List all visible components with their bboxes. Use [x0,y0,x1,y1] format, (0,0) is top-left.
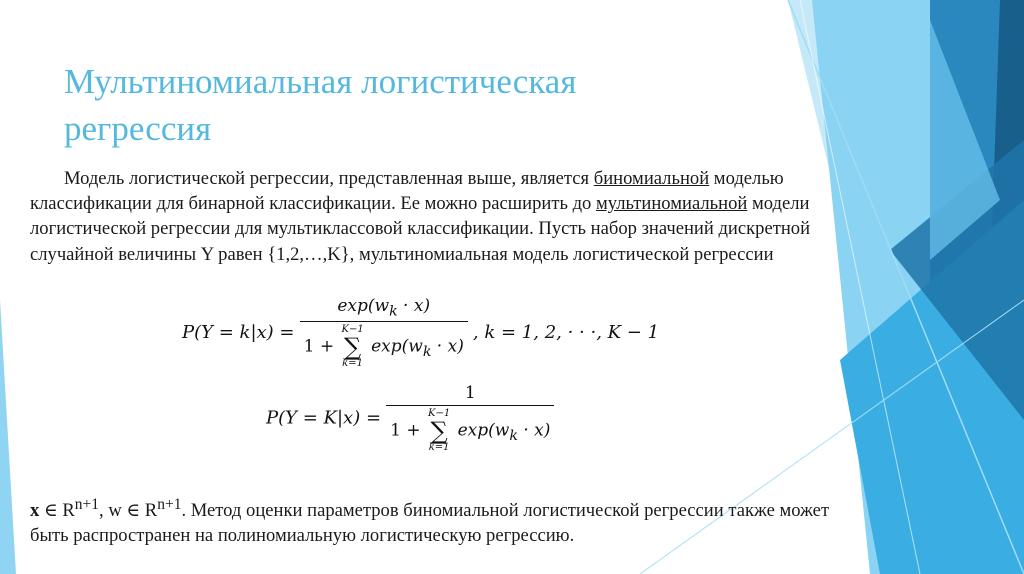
formula2-sum-lower: k=1 [428,442,450,453]
formula1-num-tail: · x) [397,296,431,316]
formula1-den-sub: k [422,344,432,361]
formula1-sum-lower: k=1 [342,358,363,370]
footer-sup-1: n+1 [74,496,100,513]
underlined-term-binomial: биномиальной [593,168,710,189]
formula-class-K [266,383,586,467]
formula2-fraction [386,383,554,453]
underlined-term-multinomial: мультиномиальной [595,193,748,215]
formula1-denominator [300,321,468,369]
formula2-sum-sign: ∑ [430,417,448,445]
formula1-lhs: P(Y = k|x) = [182,322,295,344]
formula1-num-exp: exp(w [337,296,390,316]
formula1-den-tail: · x) [431,336,464,357]
footer-rest: . Метод оценки параметров биномиальной логистической регрессии также может быть распространен на полиномиальную логистическую регрессию. [30,500,830,547]
formula1-den-one: 1 + [303,336,340,357]
paragraph-part-3: модели логистической регрессии для мультиклассовой классификации. Пусть набор значений дискретной случайной величины Y равен {1,2,…,K}, мультиномиальная модель логистической регрессии [30,193,811,265]
paragraph-part-1: Модель логистической регрессии, представленная выше, является [64,168,594,189]
formula1-numerator [300,296,468,321]
formula1-num-sub: k [389,303,398,320]
footer-paragraph [30,492,830,549]
formula1-den-exp: exp(w [365,336,423,357]
formula2-sum-upper: K−1 [428,408,451,419]
formula2-den-one: 1 + [390,420,426,441]
formula1-fraction [300,296,468,369]
formula2-numerator: 1 [464,383,476,403]
footer-in-1: ∈ R [39,500,75,522]
formula1-sum [341,325,363,369]
main-paragraph [30,166,820,267]
formula-class-k [182,296,682,378]
footer-w-part: , w ∈ R [99,500,158,522]
formula1-sum-upper: K−1 [341,324,364,336]
formula2-den-sub: k [509,427,518,444]
formula2-lhs: P(Y = K|x) = [266,407,382,429]
paragraph-part-2: моделью классификации для бинарной классификации. Ее можно расширить до [30,168,784,215]
formula2-denominator [386,405,554,453]
footer-sup-2: n+1 [157,496,182,513]
formula2-den-exp: exp(w [452,420,510,441]
footer-x-symbol: x [30,500,40,522]
formula1-rhs: , k = 1, 2, · · ·, K − 1 [472,322,660,344]
formula2-sum [428,409,450,453]
slide-title: Мультиномиальная логистическая регрессия [64,62,577,148]
left-accent-shape [0,300,16,574]
formula1-sum-sign: ∑ [344,333,362,362]
formula2-den-tail: · x) [517,420,551,441]
